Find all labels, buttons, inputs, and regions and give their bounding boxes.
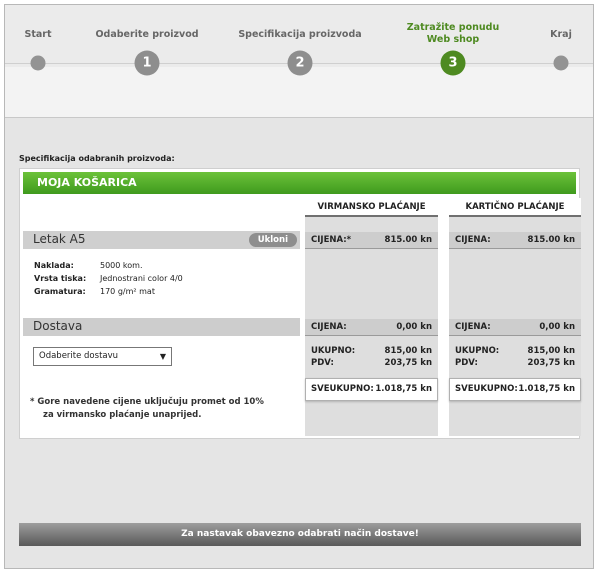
grand-total-label: SVEUKUPNO: xyxy=(311,384,374,394)
price-label: CIJENA:* xyxy=(311,235,352,245)
step-2-label[interactable]: Specifikacija proizvoda xyxy=(238,29,362,40)
step-3-label-line2: Web shop xyxy=(426,34,480,45)
spec-value: 170 g/m² mat xyxy=(100,287,155,296)
step-3-label-line1: Zatražite ponudu xyxy=(406,22,500,33)
card-payment-header: KARTIČNO PLAĆANJE xyxy=(449,198,581,217)
step-3-badge: 3 xyxy=(441,51,466,76)
price-note xyxy=(30,396,300,422)
delivery-price-value: 0,00 kn xyxy=(396,322,432,332)
delivery-select-value: Odaberite dostavu xyxy=(39,351,119,361)
vat-label: PDV: xyxy=(455,358,478,368)
grand-total-label: SVEUKUPNO: xyxy=(455,384,518,394)
subtotal-value: 815,00 kn xyxy=(384,346,432,356)
step-start-label[interactable]: Start xyxy=(24,29,52,40)
spec-row xyxy=(34,261,142,270)
price-note-line1: * Gore navedene cijene uključuju promet od 10% xyxy=(30,397,264,407)
spec-value: 5000 kom. xyxy=(100,261,143,270)
grand-total-value: 1.018,75 kn xyxy=(375,384,432,394)
grand-total-box xyxy=(449,378,581,401)
price-value: 815.00 kn xyxy=(384,235,432,245)
spec-row xyxy=(34,274,183,283)
section-title: Specifikacija odabranih proizvoda: xyxy=(19,154,175,163)
divider xyxy=(305,248,438,249)
spec-label: Gramatura: xyxy=(34,287,86,296)
delivery-select[interactable] xyxy=(33,347,172,366)
subtotal-label: UKUPNO: xyxy=(311,346,356,356)
price-value: 815.00 kn xyxy=(527,235,575,245)
vat-value: 203,75 kn xyxy=(384,358,432,368)
divider xyxy=(305,335,438,336)
step-end-label: Kraj xyxy=(550,29,572,40)
step-1-label[interactable]: Odaberite proizvod xyxy=(95,29,199,40)
step-1-badge[interactable]: 1 xyxy=(135,51,160,76)
vat-value: 203,75 kn xyxy=(527,358,575,368)
delivery-price-value: 0,00 kn xyxy=(539,322,575,332)
price-label: CIJENA: xyxy=(455,235,491,245)
subtotal-label: UKUPNO: xyxy=(455,346,500,356)
vat-label: PDV: xyxy=(311,358,334,368)
spec-label: Naklada: xyxy=(34,261,74,270)
spec-value: Jednostrani color 4/0 xyxy=(100,274,183,283)
step-2-badge[interactable]: 2 xyxy=(288,51,313,76)
delivery-price-label: CIJENA: xyxy=(311,322,347,332)
product-title-bar xyxy=(23,231,300,249)
shopping-cart xyxy=(19,168,580,439)
delivery-title: Dostava xyxy=(33,319,83,333)
divider xyxy=(449,248,581,249)
checkout-frame xyxy=(4,4,594,569)
card-payment-column xyxy=(449,198,581,436)
spec-label: Vrsta tiska: xyxy=(34,274,87,283)
subtotal-value: 815,00 kn xyxy=(527,346,575,356)
grand-total-box xyxy=(305,378,438,401)
product-name: Letak A5 xyxy=(33,232,86,246)
delivery-title-bar xyxy=(23,318,300,336)
price-note-line2: za virmansko plaćanje unaprijed. xyxy=(43,410,202,420)
delivery-price-label: CIJENA: xyxy=(455,322,491,332)
cart-title: MOJA KOŠARICA xyxy=(23,172,576,194)
step-3-label xyxy=(407,22,499,46)
step-end-dot xyxy=(554,56,569,71)
continue-button[interactable]: Za nastavak obavezno odabrati način dostave! xyxy=(19,523,581,546)
step-start-dot xyxy=(31,56,46,71)
grand-total-value: 1.018,75 kn xyxy=(518,384,575,394)
divider xyxy=(449,335,581,336)
remove-button[interactable]: Ukloni xyxy=(249,233,297,247)
transfer-payment-header: VIRMANSKO PLAĆANJE xyxy=(305,198,438,217)
spec-row xyxy=(34,287,155,296)
transfer-payment-column xyxy=(305,198,438,436)
chevron-down-icon: ▼ xyxy=(159,352,166,361)
